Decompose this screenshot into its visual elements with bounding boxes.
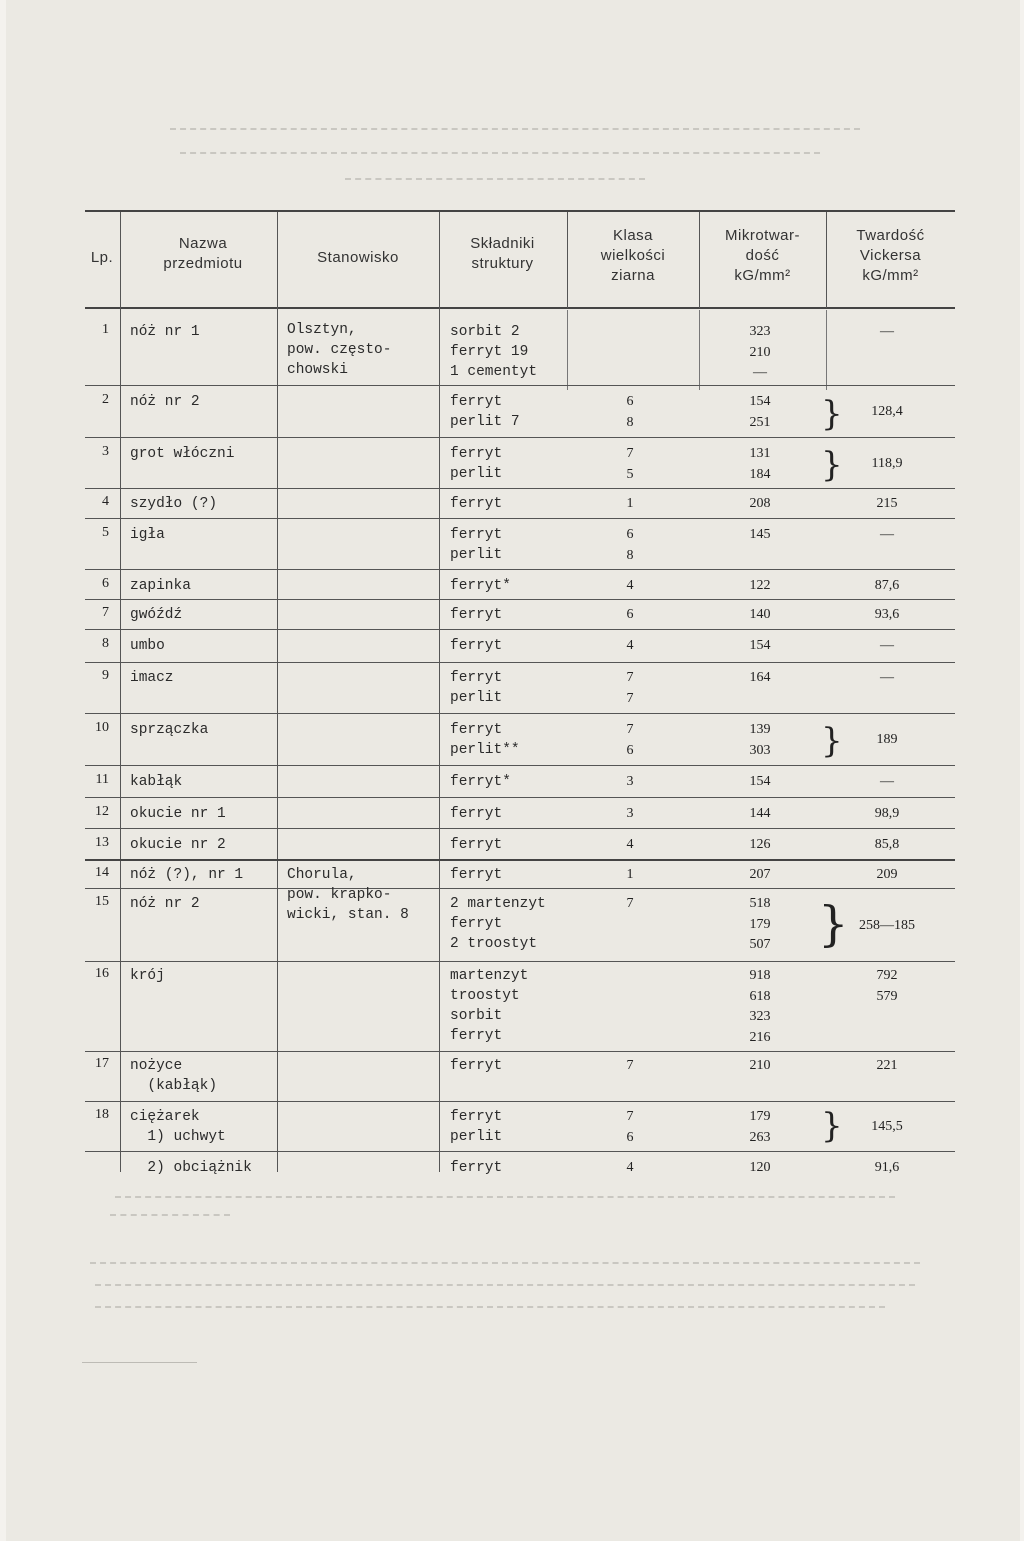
structure-components: martenzyt troostyt sorbit ferryt <box>450 968 529 1044</box>
item-name: nóż (?), nr 1 <box>130 867 244 883</box>
vickers-hardness: 87,6 <box>874 578 900 593</box>
grain-class: 7 <box>626 896 634 911</box>
microhardness: 179 263 <box>749 1109 771 1145</box>
vickers-hardness: — <box>880 324 894 339</box>
microhardness: 164 <box>749 670 771 685</box>
microhardness: 120 <box>749 1160 771 1175</box>
row-number: 16 <box>95 966 109 981</box>
vickers-hardness: 98,9 <box>874 806 900 821</box>
hardness-table <box>85 210 955 1180</box>
microhardness: 154 <box>749 774 771 789</box>
structure-components: sorbit 2 ferryt 19 1 cementyt <box>450 324 538 380</box>
grain-class: 4 <box>626 638 634 653</box>
grain-class: 1 <box>626 867 634 882</box>
structure-components: ferryt <box>450 1160 503 1176</box>
bleed-through-line <box>180 152 820 155</box>
item-name: imacz <box>130 670 174 686</box>
structure-components: ferryt perlit <box>450 446 503 482</box>
structure-components: ferryt perlit <box>450 527 503 563</box>
vickers-hardness: 209 <box>876 867 898 882</box>
item-name: nóż nr 2 <box>130 394 200 410</box>
row-number: 9 <box>102 668 109 683</box>
microhardness: 140 <box>749 607 771 622</box>
vickers-hardness: 93,6 <box>874 607 900 622</box>
footnote-rule <box>82 1362 197 1364</box>
vickers-hardness: 215 <box>876 496 898 511</box>
brace: } <box>821 445 843 485</box>
grain-class: 7 6 <box>626 722 634 758</box>
bleed-through-line <box>95 1306 885 1309</box>
page-edge <box>0 0 6 1541</box>
row-number: 14 <box>95 865 109 880</box>
vickers-hardness: — <box>880 774 894 789</box>
item-name: nożyce (kabłąk) <box>130 1058 218 1094</box>
grain-class: 6 <box>626 607 634 622</box>
grain-class: 6 8 <box>626 394 634 430</box>
grain-class: 7 5 <box>626 446 634 482</box>
structure-components: ferryt <box>450 496 503 512</box>
row-number: 2 <box>102 392 109 407</box>
row-number: 17 <box>95 1056 109 1071</box>
vickers-hardness: 85,8 <box>874 837 900 852</box>
microhardness: 323 210 — <box>749 324 771 380</box>
microhardness: 518 179 507 <box>749 896 771 952</box>
brace: } <box>821 721 843 761</box>
item-name: krój <box>130 968 165 984</box>
row-number: 5 <box>102 525 109 540</box>
site-olsztyn: Olsztyn, pow. często- chowski <box>287 322 392 378</box>
header-grain-class: Klasa wielkości ziarna <box>600 227 666 284</box>
row-number: 6 <box>102 576 109 591</box>
vickers-hardness: — <box>880 527 894 542</box>
bleed-through-line <box>115 1196 895 1199</box>
grain-class: 6 8 <box>626 527 634 563</box>
item-name: zapinka <box>130 578 191 594</box>
brace: } <box>821 394 843 434</box>
item-name: gwóźdź <box>130 607 183 623</box>
header-site: Stanowisko <box>317 249 399 266</box>
grain-class: 7 <box>626 1058 634 1073</box>
grain-class: 7 7 <box>626 670 634 706</box>
vickers-hardness: 189 <box>876 732 898 747</box>
bleed-through-line <box>110 1214 230 1217</box>
microhardness: 126 <box>749 837 771 852</box>
item-name: szydło (?) <box>130 496 218 512</box>
row-number: 18 <box>95 1107 109 1122</box>
structure-components: ferryt perlit 7 <box>450 394 520 430</box>
page-edge <box>1020 0 1024 1541</box>
item-name: nóż nr 1 <box>130 324 200 340</box>
bleed-through-line <box>170 128 860 131</box>
vickers-hardness: 128,4 <box>871 404 903 419</box>
bleed-through-line <box>95 1284 915 1287</box>
item-name: sprzączka <box>130 722 209 738</box>
item-name: umbo <box>130 638 165 654</box>
item-name: grot włóczni <box>130 446 235 462</box>
microhardness: 154 251 <box>749 394 771 430</box>
brace: } <box>818 896 849 952</box>
vickers-hardness: — <box>880 670 894 685</box>
item-name: nóż nr 2 <box>130 896 200 912</box>
vickers-hardness: 792 579 <box>876 968 898 1004</box>
vickers-hardness: 118,9 <box>871 456 903 471</box>
row-number: 11 <box>95 772 109 787</box>
row-number: 12 <box>95 804 109 819</box>
header-vickers: Twardość Vickersa kG/mm² <box>856 227 925 284</box>
structure-components: ferryt <box>450 837 503 853</box>
structure-components: 2 martenzyt ferryt 2 troostyt <box>450 896 546 952</box>
microhardness: 154 <box>749 638 771 653</box>
grain-class: 4 <box>626 1160 634 1175</box>
item-name: igła <box>130 527 165 543</box>
microhardness: 207 <box>749 867 771 882</box>
row-number: 1 <box>102 322 109 337</box>
row-number: 4 <box>102 494 109 509</box>
structure-components: ferryt* <box>450 774 511 790</box>
header-lp: Lp. <box>90 249 114 266</box>
vickers-hardness: — <box>880 638 894 653</box>
structure-components: ferryt perlit** <box>450 722 520 758</box>
structure-components: ferryt <box>450 867 503 883</box>
row-number: 10 <box>95 720 109 735</box>
microhardness: 131 184 <box>749 446 771 482</box>
vickers-hardness: 221 <box>876 1058 898 1073</box>
row-number: 15 <box>95 894 109 909</box>
structure-components: ferryt <box>450 607 503 623</box>
item-name: 2) obciążnik <box>130 1160 252 1176</box>
grain-class: 4 <box>626 578 634 593</box>
header-item-name: Nazwa przedmiotu <box>163 235 243 272</box>
vickers-hardness: 258—185 <box>859 918 915 933</box>
grain-class: 1 <box>626 496 634 511</box>
structure-components: ferryt perlit <box>450 670 503 706</box>
item-name: okucie nr 1 <box>130 806 226 822</box>
grain-class: 3 <box>626 806 634 821</box>
vickers-hardness: 145,5 <box>871 1119 903 1134</box>
row-number: 3 <box>102 444 109 459</box>
structure-components: ferryt <box>450 806 503 822</box>
microhardness: 145 <box>749 527 771 542</box>
grain-class: 3 <box>626 774 634 789</box>
row-number: 8 <box>102 636 109 651</box>
header-microhardness: Mikrotwar- dość kG/mm² <box>725 227 800 284</box>
microhardness: 210 <box>749 1058 771 1073</box>
microhardness: 918 618 323 216 <box>749 968 771 1045</box>
row-number: 7 <box>102 605 109 620</box>
structure-components: ferryt* <box>450 578 511 594</box>
microhardness: 122 <box>749 578 771 593</box>
bleed-through-line <box>345 178 645 181</box>
structure-components: ferryt <box>450 638 503 654</box>
site-chorula: Chorula, pow. krapko- wicki, stan. 8 <box>287 867 409 923</box>
microhardness: 139 303 <box>749 722 771 758</box>
structure-components: ferryt <box>450 1058 503 1074</box>
header-structure: Składniki struktury <box>470 235 535 272</box>
item-name: ciężarek 1) uchwyt <box>130 1109 226 1145</box>
brace: } <box>821 1106 843 1146</box>
microhardness: 144 <box>749 806 771 821</box>
item-name: kabłąk <box>130 774 183 790</box>
grain-class: 7 6 <box>626 1109 634 1145</box>
item-name: okucie nr 2 <box>130 837 226 853</box>
grain-class: 4 <box>626 837 634 852</box>
bleed-through-line <box>90 1262 920 1265</box>
row-number: 13 <box>95 835 109 850</box>
structure-components: ferryt perlit <box>450 1109 503 1145</box>
vickers-hardness: 91,6 <box>874 1160 900 1175</box>
microhardness: 208 <box>749 496 771 511</box>
